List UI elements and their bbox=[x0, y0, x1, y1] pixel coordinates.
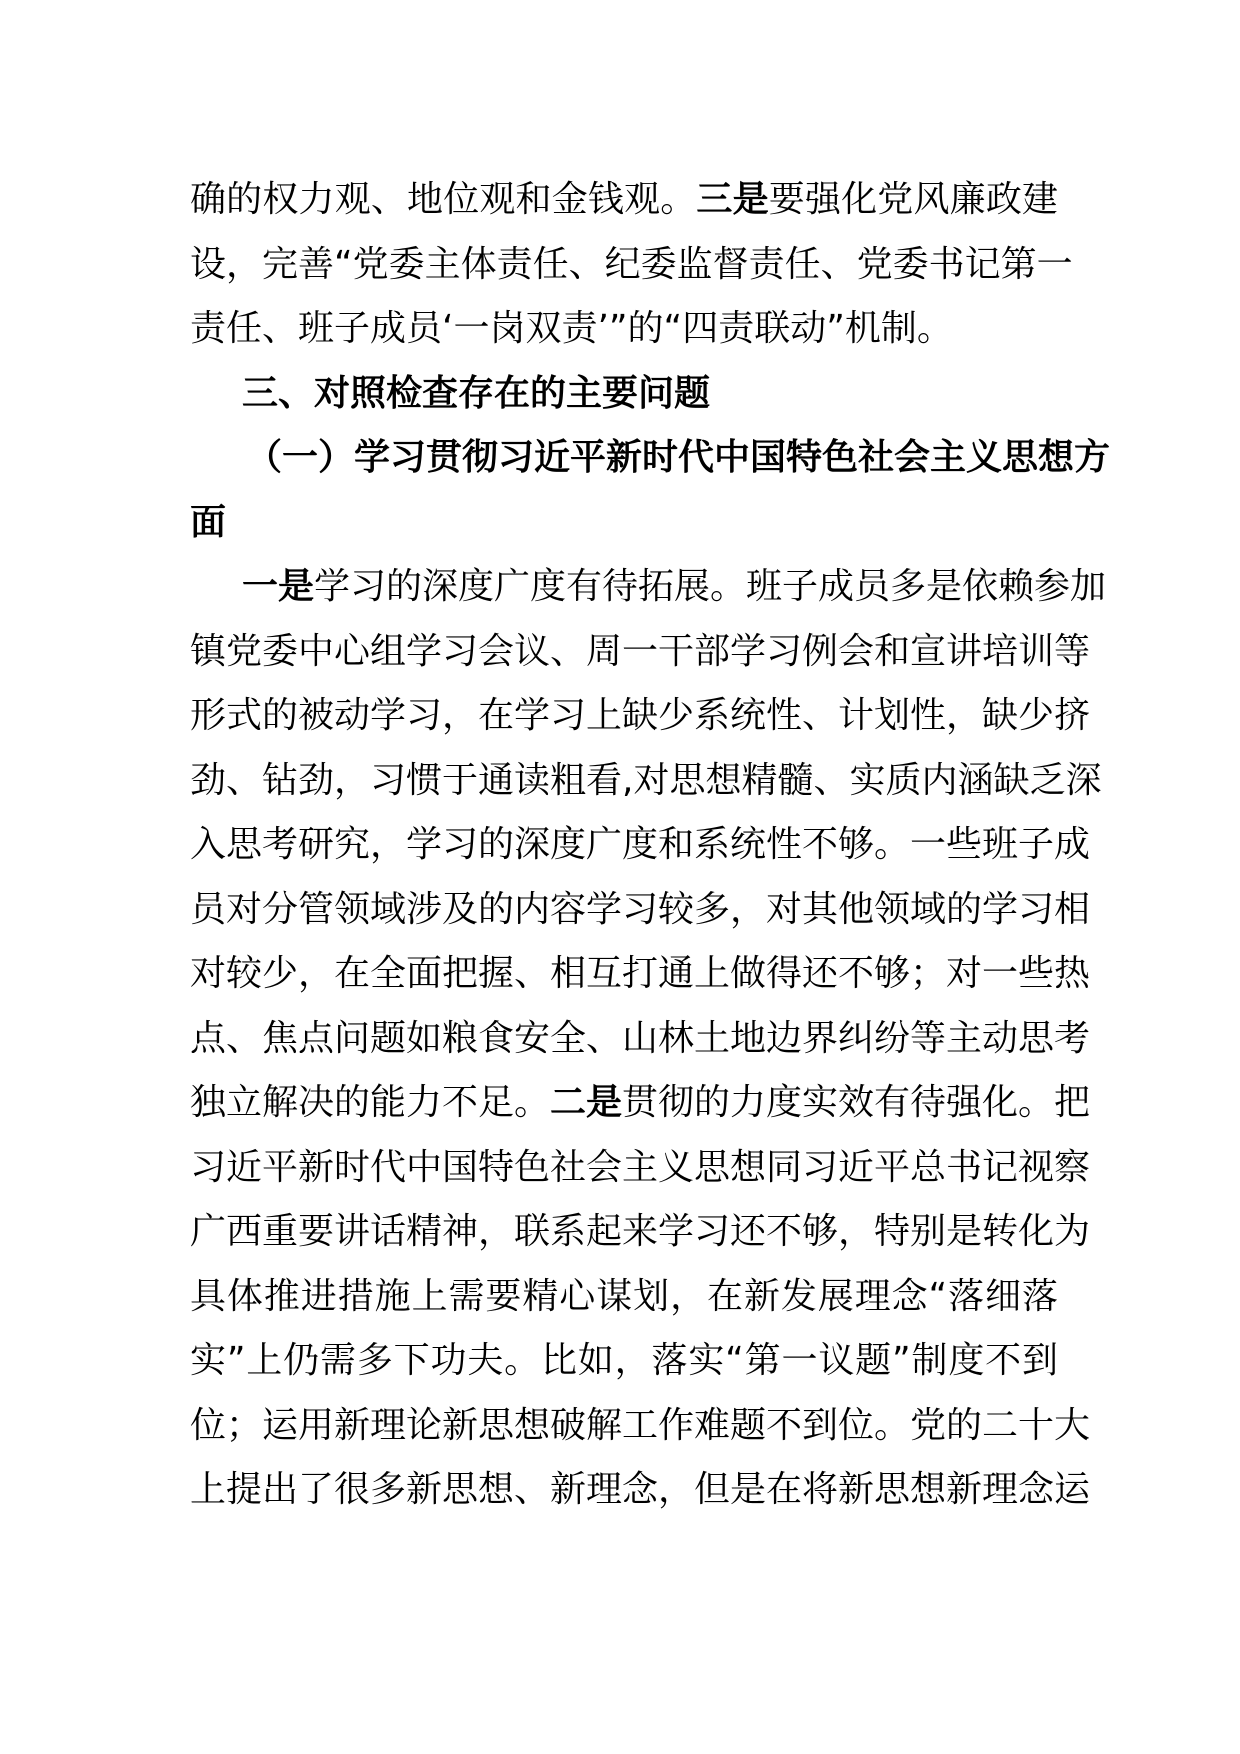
line-text: 设，完善“党委主体责任、纪委监督责任、党委书记第一 bbox=[190, 243, 1073, 285]
body-line bbox=[190, 1136, 1091, 1201]
line-text: 广西重要讲话精神，联系起来学习还不够，特别是转化为 bbox=[190, 1211, 1091, 1252]
body-line bbox=[190, 555, 1107, 620]
line-text: 上提出了很多新思想、新理念，但是在将新思想新理念运 bbox=[190, 1469, 1091, 1510]
line-text: 具体推进措施上需要精心谋划，在新发展理念“落细落 bbox=[190, 1275, 1058, 1317]
bold-marker: 一是 bbox=[242, 566, 315, 607]
line-text: 员对分管领域涉及的内容学习较多，对其他领域的学习相 bbox=[190, 888, 1091, 930]
line-text: 学习的深度广度有待拓展。班子成员多是依赖参加 bbox=[314, 566, 1107, 607]
line-text: 责任、班子成员‘一岗双责’”的“四责联动”机制。 bbox=[190, 308, 953, 349]
body-line bbox=[190, 878, 1091, 943]
body-line bbox=[190, 620, 1091, 685]
line-text: 入思考研究，学习的深度广度和系统性不够。一些班子成 bbox=[190, 824, 1091, 865]
line-text: 形式的被动学习，在学习上缺少系统性、计划性，缺少挤 bbox=[190, 695, 1091, 736]
line-text: 独立解决的能力不足。 bbox=[190, 1082, 551, 1123]
paragraph-line bbox=[190, 297, 1058, 362]
bold-marker: 二是 bbox=[550, 1082, 623, 1123]
line-text: 习近平新时代中国特色社会主义思想同习近平总书记视察 bbox=[190, 1146, 1091, 1188]
line-text: 实”上仍需多下功夫。比如，落实“第一议题”制度不到 bbox=[190, 1340, 1058, 1381]
document-page bbox=[190, 168, 1111, 1523]
bold-marker: 三是 bbox=[696, 179, 769, 220]
body-line bbox=[190, 684, 1091, 749]
body-line bbox=[190, 1200, 1091, 1265]
line-text: 对较少，在全面把握、相互打通上做得还不够；对一些热 bbox=[190, 953, 1091, 994]
line-text: 点、焦点问题如粮食安全、山林土地边界纠纷等主动思考 bbox=[190, 1017, 1091, 1059]
line-text: 镇党委中心组学习会议、周一干部学习例会和宣讲培训等 bbox=[190, 630, 1091, 672]
body-line bbox=[190, 1329, 1058, 1394]
line-text: 确的权力观、地位观和金钱观。 bbox=[190, 179, 697, 220]
body-line bbox=[190, 1394, 1091, 1459]
subheading-continued: 面 bbox=[190, 501, 227, 543]
body-line bbox=[190, 749, 1102, 814]
line-text: 劲、钻劲，习惯于通读粗看,对思想精髓、实质内涵缺乏深 bbox=[190, 759, 1102, 801]
body-line bbox=[190, 942, 1091, 1007]
paragraph-line bbox=[190, 233, 1073, 298]
body-line bbox=[190, 1071, 1091, 1136]
body-line bbox=[190, 1007, 1091, 1072]
body-line bbox=[190, 813, 1091, 878]
line-text: 位；运用新理论新思想破解工作难题不到位。党的二十大 bbox=[190, 1404, 1091, 1446]
subheading: （一）学习贯彻习近平新时代中国特色社会主义思想方 bbox=[246, 437, 1111, 478]
body-line bbox=[190, 1458, 1091, 1523]
section-heading: 三、对照检查存在的主要问题 bbox=[242, 372, 711, 414]
body-line bbox=[190, 1265, 1058, 1330]
line-text: 贯彻的力度实效有待强化。把 bbox=[622, 1082, 1091, 1123]
paragraph-line bbox=[190, 168, 1058, 233]
line-text: 要强化党风廉政建 bbox=[768, 179, 1058, 220]
